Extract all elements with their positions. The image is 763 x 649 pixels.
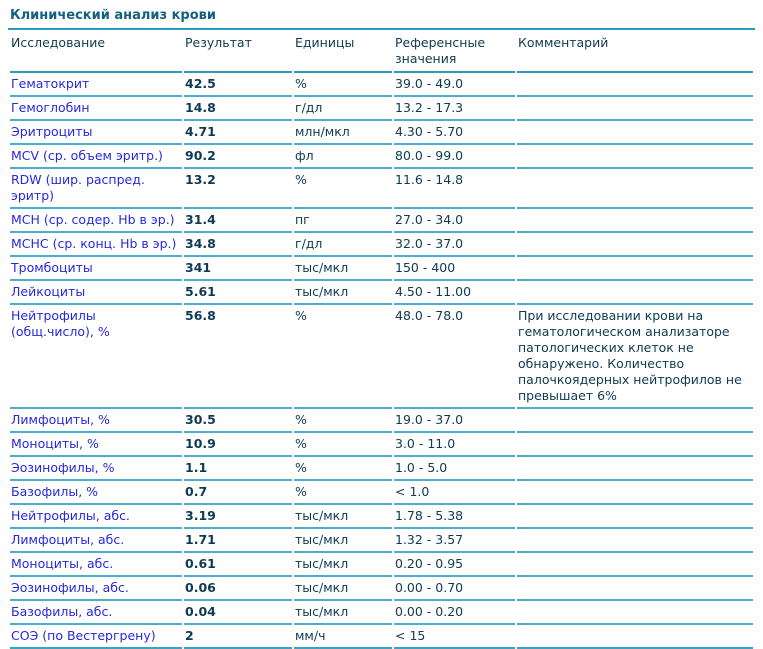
reference-range: 0.00 - 0.20 [394,601,515,625]
comment-text [517,281,753,305]
table-row [10,625,753,649]
result-value: 56.8 [184,305,292,409]
result-value: 1.1 [184,457,292,481]
units-value: % [294,457,392,481]
test-name-link[interactable]: Нейтрофилы (общ.число), % [10,305,182,409]
units-value: г/дл [294,97,392,121]
result-value: 4.71 [184,121,292,145]
column-header-reference: Референсные значения [394,30,515,73]
test-name-link[interactable]: Моноциты, абс. [10,553,182,577]
comment-text [517,481,753,505]
test-name-link[interactable]: Моноциты, % [10,433,182,457]
table-row [10,209,753,233]
comment-text [517,73,753,97]
units-value: % [294,433,392,457]
comment-text [517,121,753,145]
result-value: 0.61 [184,553,292,577]
reference-range: 1.0 - 5.0 [394,457,515,481]
comment-text [517,169,753,209]
test-name-link[interactable]: Лимфоциты, абс. [10,529,182,553]
units-value: фл [294,145,392,169]
table-row [10,145,753,169]
result-value: 31.4 [184,209,292,233]
units-value: % [294,305,392,409]
comment-text [517,257,753,281]
comment-text [517,433,753,457]
units-value: пг [294,209,392,233]
result-value: 14.8 [184,97,292,121]
table-row [10,505,753,529]
test-name-link[interactable]: Нейтрофилы, абс. [10,505,182,529]
comment-text [517,625,753,649]
table-row [10,601,753,625]
units-value: % [294,73,392,97]
result-value: 2 [184,625,292,649]
result-value: 341 [184,257,292,281]
table-row [10,553,753,577]
units-value: % [294,169,392,209]
reference-range: 3.0 - 11.0 [394,433,515,457]
units-value: тыс/мкл [294,505,392,529]
test-name-link[interactable]: Эозинофилы, абс. [10,577,182,601]
reference-range: 13.2 - 17.3 [394,97,515,121]
reference-range: 48.0 - 78.0 [394,305,515,409]
reference-range: 4.50 - 11.00 [394,281,515,305]
table-row [10,281,753,305]
result-value: 0.06 [184,577,292,601]
reference-range: 4.30 - 5.70 [394,121,515,145]
comment-text [517,457,753,481]
comment-text [517,577,753,601]
units-value: г/дл [294,233,392,257]
result-value: 34.8 [184,233,292,257]
table-row [10,169,753,209]
lab-results-table [8,30,755,649]
units-value: тыс/мкл [294,257,392,281]
result-value: 3.19 [184,505,292,529]
reference-range: < 1.0 [394,481,515,505]
test-name-link[interactable]: Эозинофилы, % [10,457,182,481]
comment-text [517,409,753,433]
test-name-link[interactable]: RDW (шир. распред. эритр) [10,169,182,209]
units-value: тыс/мкл [294,553,392,577]
result-value: 13.2 [184,169,292,209]
table-row [10,73,753,97]
comment-text [517,209,753,233]
reference-range: 11.6 - 14.8 [394,169,515,209]
column-header-comment: Комментарий [517,30,753,73]
test-name-link[interactable]: MCV (ср. объем эритр.) [10,145,182,169]
units-value: тыс/мкл [294,577,392,601]
test-name-link[interactable]: Базофилы, абс. [10,601,182,625]
reference-range: 0.00 - 0.70 [394,577,515,601]
table-row [10,409,753,433]
comment-text [517,529,753,553]
reference-range: 19.0 - 37.0 [394,409,515,433]
table-row [10,121,753,145]
reference-range: 32.0 - 37.0 [394,233,515,257]
comment-text [517,145,753,169]
table-header-row [10,30,753,73]
units-value: тыс/мкл [294,281,392,305]
table-row [10,233,753,257]
reference-range: 39.0 - 49.0 [394,73,515,97]
table-row [10,433,753,457]
reference-range: 1.32 - 3.57 [394,529,515,553]
test-name-link[interactable]: Лейкоциты [10,281,182,305]
page-title: Клинический анализ крови [8,6,755,30]
reference-range: 80.0 - 99.0 [394,145,515,169]
comment-text [517,505,753,529]
result-value: 30.5 [184,409,292,433]
units-value: % [294,409,392,433]
table-row [10,97,753,121]
test-name-link[interactable]: MCH (ср. содер. Hb в эр.) [10,209,182,233]
table-row [10,305,753,409]
result-value: 42.5 [184,73,292,97]
result-value: 10.9 [184,433,292,457]
test-name-link[interactable]: Гематокрит [10,73,182,97]
reference-range: 27.0 - 34.0 [394,209,515,233]
comment-text: При исследовании крови на гематологическом анализаторе патологических клеток не обнаружено. Количество палочкоядерных нейтрофилов не превышает 6% [517,305,753,409]
test-name-link[interactable]: Лимфоциты, % [10,409,182,433]
table-row [10,529,753,553]
test-name-link[interactable]: Эритроциты [10,121,182,145]
comment-text [517,233,753,257]
units-value: тыс/мкл [294,529,392,553]
test-name-link[interactable]: Гемоглобин [10,97,182,121]
comment-text [517,601,753,625]
result-value: 1.71 [184,529,292,553]
reference-range: < 15 [394,625,515,649]
result-value: 0.7 [184,481,292,505]
units-value: млн/мкл [294,121,392,145]
column-header-units: Единицы [294,30,392,73]
reference-range: 0.20 - 0.95 [394,553,515,577]
result-value: 90.2 [184,145,292,169]
table-row [10,457,753,481]
table-row [10,257,753,281]
units-value: мм/ч [294,625,392,649]
result-value: 5.61 [184,281,292,305]
result-value: 0.04 [184,601,292,625]
table-row [10,577,753,601]
test-name-link[interactable]: MCHC (ср. конц. Hb в эр.) [10,233,182,257]
test-name-link[interactable]: Базофилы, % [10,481,182,505]
comment-text [517,553,753,577]
table-row [10,481,753,505]
comment-text [517,97,753,121]
test-name-link[interactable]: СОЭ (по Вестергрену) [10,625,182,649]
units-value: % [294,481,392,505]
test-name-link[interactable]: Тромбоциты [10,257,182,281]
units-value: тыс/мкл [294,601,392,625]
reference-range: 150 - 400 [394,257,515,281]
column-header-result: Результат [184,30,292,73]
column-header-test: Исследование [10,30,182,73]
reference-range: 1.78 - 5.38 [394,505,515,529]
